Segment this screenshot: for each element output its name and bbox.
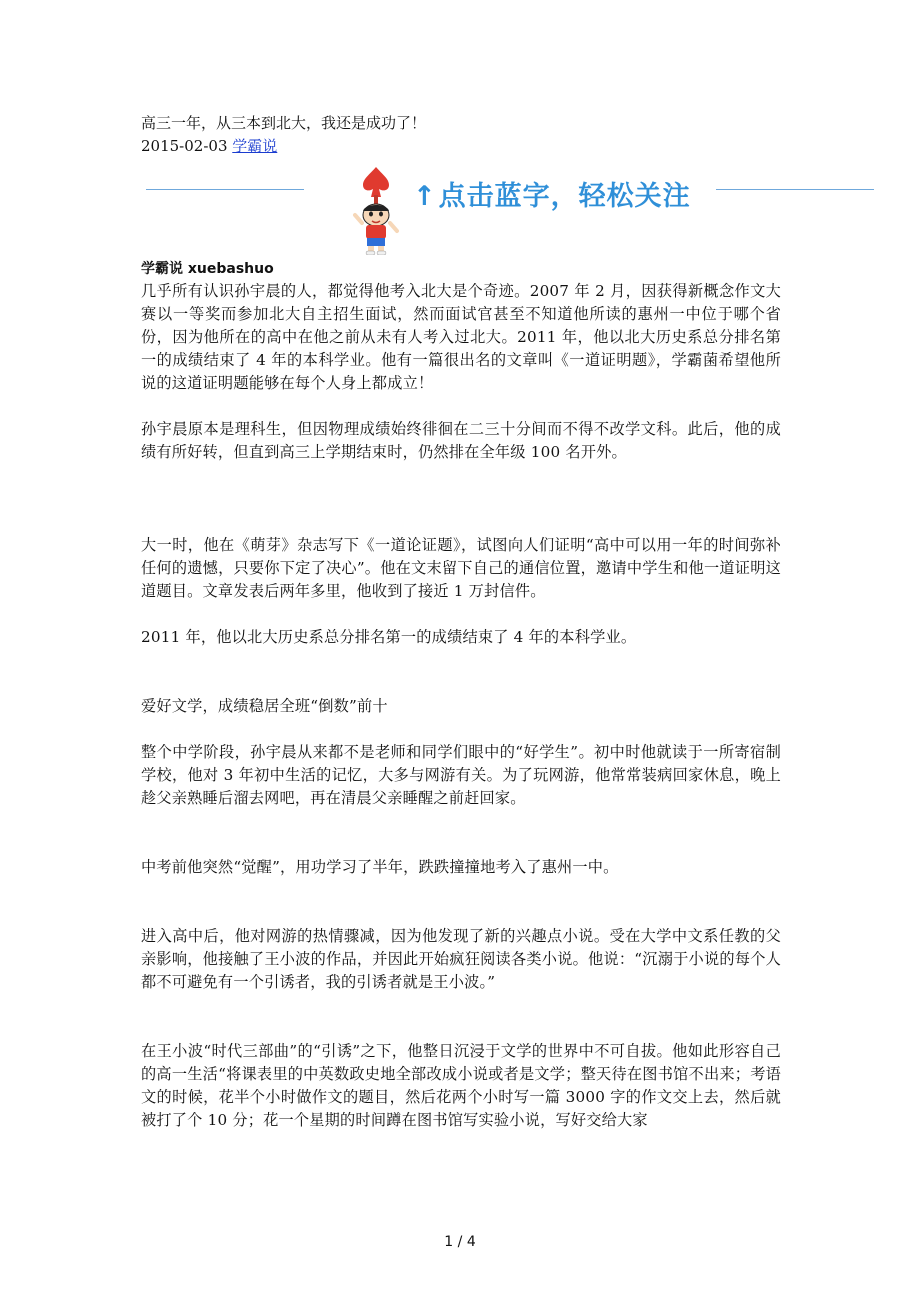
article-header: [141, 112, 781, 157]
page-number: [0, 1234, 920, 1250]
source-line: 学霸说 xuebashuo: [141, 261, 274, 277]
paragraph-2: 孙宇晨原本是理科生，但因物理成绩始终徘徊在二三十分间而不得不改学文科。此后，他的成绩有所好转，但直到高三上学期结束时，仍然排在全年级 100 名开外。: [141, 420, 781, 461]
banner-text: 点击蓝字，轻松关注: [438, 181, 691, 212]
paragraph-7: 进入高中后，他对网游的热情骤减，因为他发现了新的兴趣点小说。受在大学中文系任教的父亲影响，他接触了王小波的作品，并因此开始疯狂阅读各类小说。他说：“沉溺于小说的每个人都不可避免有一个引诱者，我的引诱者就是王小波。”: [141, 927, 781, 991]
up-arrow-icon: ↑: [413, 181, 437, 212]
cartoon-mascot-icon: [349, 165, 403, 255]
follow-banner[interactable]: [141, 165, 876, 255]
paragraph-4: 2011 年，他以北大历史系总分排名第一的成绩结束了 4 年的本科学业。: [141, 628, 637, 646]
article-date: 2015-02-03: [141, 137, 228, 155]
paragraph-1: 几乎所有认识孙宇晨的人，都觉得他考入北大是个奇迹。2007 年 2 月，因获得新概念作文大赛以一等奖而参加北大自主招生面试，然而面试官甚至不知道他所读的惠州一中位于哪个省份，因为他所在的高中在他之前从未有人考入过北大。2011 年，他以北大历史系总分排名第一的成绩结束了 4 年的本科学业。他有一篇很出名的文章叫《一道证明题》，学霸菌希望他所说的这道证明题能够在每个人身上都成立！: [141, 282, 781, 392]
section-heading: 爱好文学，成绩稳居全班“倒数”前十: [141, 697, 388, 715]
banner-label[interactable]: [413, 174, 691, 213]
banner-divider-left: [146, 189, 304, 190]
article-title: 高三一年，从三本到北大，我还是成功了！: [141, 114, 427, 132]
paragraph-3: 大一时，他在《萌芽》杂志写下《一道论证题》，试图向人们证明“高中可以用一年的时间弥补任何的遗憾，只要你下定了决心”。他在文末留下自己的通信位置，邀请中学生和他一道证明这道题目。文章发表后两年多里，他收到了接近 1 万封信件。: [141, 536, 781, 600]
banner-divider-right: [716, 189, 874, 190]
current-page: 1: [444, 1234, 454, 1250]
paragraph-8: 在王小波“时代三部曲”的“引诱”之下，他整日沉浸于文学的世界中不可自拔。他如此形容自己的高一生活“将课表里的中英数政史地全部改成小说或者是文学；整天待在图书馆不出来；考语文的时候，花半个小时做作文的题目，然后花两个小时写一篇 3000 字的作文交上去，然后就被打了个 10 分；花一个星期的时间蹲在图书馆写实验小说，写好交给大家: [141, 1042, 781, 1129]
paragraph-5: 整个中学阶段，孙宇晨从来都不是老师和同学们眼中的“好学生”。初中时他就读于一所寄宿制学校，他对 3 年初中生活的记忆，大多与网游有关。为了玩网游，他常常装病回家休息，晚上趁父亲熟睡后溜去网吧，再在清晨父亲睡醒之前赶回家。: [141, 743, 781, 807]
author-link[interactable]: 学霸说: [232, 137, 278, 155]
article-body: [141, 258, 781, 1132]
page-separator: /: [457, 1234, 463, 1250]
paragraph-6: 中考前他突然“觉醒”，用功学习了半年，跌跌撞撞地考入了惠州一中。: [141, 858, 619, 876]
total-pages: 4: [466, 1234, 476, 1250]
article-meta: [141, 135, 781, 157]
